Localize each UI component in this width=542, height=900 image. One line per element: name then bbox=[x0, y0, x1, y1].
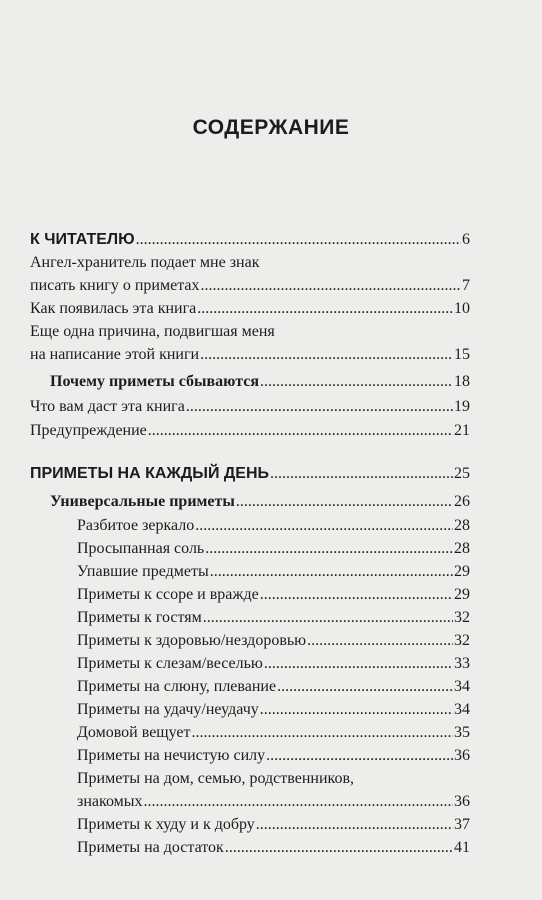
dot-leader bbox=[264, 654, 453, 673]
toc-entry[interactable] bbox=[50, 372, 470, 391]
toc-entry[interactable] bbox=[77, 677, 470, 696]
toc-entry-label: Приметы к слезам/веселью bbox=[77, 655, 263, 672]
toc-entry-label: на написание этой книги bbox=[30, 346, 200, 363]
toc-entry[interactable] bbox=[77, 539, 470, 558]
toc-entry-label: Приметы на слюну, плевание bbox=[77, 678, 277, 695]
toc-entry-label: Приметы на удачу/неудачу bbox=[77, 701, 259, 718]
toc-entry-label: Приметы к гостям bbox=[77, 609, 202, 626]
dot-leader bbox=[210, 562, 453, 581]
toc-entry[interactable] bbox=[30, 464, 470, 483]
page-title: СОДЕРЖАНИЕ bbox=[192, 116, 350, 139]
dot-leader bbox=[236, 492, 453, 511]
toc-entry-label-line: Приметы на дом, семью, родственников, bbox=[77, 770, 355, 787]
toc-entry-page: 32 bbox=[454, 632, 470, 649]
toc-entry[interactable] bbox=[77, 516, 470, 535]
toc-entry[interactable] bbox=[30, 397, 470, 416]
dot-leader bbox=[200, 345, 453, 364]
toc-entry-label: Приметы на достаток bbox=[77, 839, 224, 856]
toc-entry-page: 15 bbox=[454, 346, 470, 363]
toc-entry[interactable] bbox=[77, 700, 470, 719]
dot-leader bbox=[256, 815, 453, 834]
dot-leader bbox=[148, 421, 453, 440]
dot-leader bbox=[266, 746, 453, 765]
dot-leader bbox=[197, 299, 453, 318]
toc-entry-page: 32 bbox=[454, 609, 470, 626]
toc-entry-page: 26 bbox=[454, 493, 470, 510]
toc-entry[interactable] bbox=[77, 608, 470, 627]
toc-entry-page: 28 bbox=[454, 540, 470, 557]
toc-entry-label: Предупреждение bbox=[30, 422, 147, 439]
toc-entry[interactable] bbox=[77, 746, 470, 765]
toc-entry[interactable] bbox=[77, 562, 470, 581]
dot-leader bbox=[195, 516, 453, 535]
toc-entry-label: Домовой вещует bbox=[77, 724, 191, 741]
toc-entry-label: Приметы к худу и к добру bbox=[77, 816, 255, 833]
toc-entry-label: Универсальные приметы bbox=[50, 493, 235, 510]
toc-entry-label: ПРИМЕТЫ НА КАЖДЫЙ ДЕНЬ bbox=[30, 465, 270, 482]
dot-leader bbox=[144, 792, 453, 811]
dot-leader bbox=[203, 608, 453, 627]
toc-entry-page: 18 bbox=[454, 373, 470, 390]
toc-entry-label: Просыпанная соль bbox=[77, 540, 205, 557]
dot-leader bbox=[186, 397, 453, 416]
toc-entry[interactable] bbox=[77, 815, 470, 834]
toc-entry-label: Приметы к здоровью/нездоровью bbox=[77, 632, 307, 649]
dot-leader bbox=[260, 700, 453, 719]
toc-entry-label-line: Ангел-хранитель подает мне знак bbox=[30, 254, 260, 271]
dot-leader bbox=[260, 585, 453, 604]
dot-leader bbox=[270, 464, 453, 483]
toc-entry-page: 25 bbox=[454, 465, 470, 482]
toc-entry-label: Что вам даст эта книга bbox=[30, 398, 185, 415]
toc-entry-page: 6 bbox=[462, 231, 470, 248]
dot-leader bbox=[201, 276, 462, 295]
toc-entry-page: 29 bbox=[454, 563, 470, 580]
toc-entry-label: Упавшие предметы bbox=[77, 563, 209, 580]
toc-entry-page: 37 bbox=[454, 816, 470, 833]
toc-entry-label-line: Еще одна причина, подвигшая меня bbox=[30, 323, 275, 340]
toc-entry[interactable] bbox=[77, 723, 470, 742]
toc-entry-page: 29 bbox=[454, 586, 470, 603]
toc-entry-label: Приметы на нечистую силу bbox=[77, 747, 266, 764]
toc-entry-page: 28 bbox=[454, 517, 470, 534]
dot-leader bbox=[225, 838, 453, 857]
dot-leader bbox=[136, 230, 461, 249]
toc-entry[interactable] bbox=[77, 654, 470, 673]
toc-entry-page: 19 bbox=[454, 398, 470, 415]
toc-entry-label: Приметы к ссоре и вражде bbox=[77, 586, 259, 603]
toc-entry-page: 33 bbox=[454, 655, 470, 672]
toc-entry-page: 21 bbox=[454, 422, 470, 439]
toc-entry[interactable] bbox=[50, 492, 470, 511]
toc-entry-page: 7 bbox=[462, 277, 470, 294]
toc-entry[interactable] bbox=[30, 345, 470, 364]
toc-entry-label: знакомых bbox=[77, 793, 143, 810]
toc-entry-label: писать книгу о приметах bbox=[30, 277, 200, 294]
dot-leader bbox=[205, 539, 453, 558]
dot-leader bbox=[260, 372, 453, 391]
dot-leader bbox=[192, 723, 453, 742]
toc-entry-label: Как появилась эта книга bbox=[30, 300, 197, 317]
toc-entry[interactable] bbox=[77, 585, 470, 604]
toc-entry[interactable] bbox=[30, 276, 470, 295]
dot-leader bbox=[307, 631, 453, 650]
toc-entry-label: Разбитое зеркало bbox=[77, 517, 195, 534]
toc-entry[interactable] bbox=[77, 838, 470, 857]
toc-entry-page: 10 bbox=[454, 300, 470, 317]
toc-entry[interactable] bbox=[77, 792, 470, 811]
toc-entry-page: 34 bbox=[454, 701, 470, 718]
toc-entry[interactable] bbox=[30, 230, 470, 249]
toc-entry-page: 41 bbox=[454, 839, 470, 856]
toc-entry[interactable] bbox=[77, 631, 470, 650]
toc-entry-page: 36 bbox=[454, 793, 470, 810]
toc-entry[interactable] bbox=[30, 421, 470, 440]
toc-entry-page: 35 bbox=[454, 724, 470, 741]
toc-entry-label: Почему приметы сбываются bbox=[50, 373, 259, 390]
toc-entry-page: 36 bbox=[454, 747, 470, 764]
toc-entry-label: К ЧИТАТЕЛЮ bbox=[30, 231, 135, 248]
toc-entry[interactable] bbox=[30, 299, 470, 318]
toc-entry-page: 34 bbox=[454, 678, 470, 695]
dot-leader bbox=[277, 677, 453, 696]
